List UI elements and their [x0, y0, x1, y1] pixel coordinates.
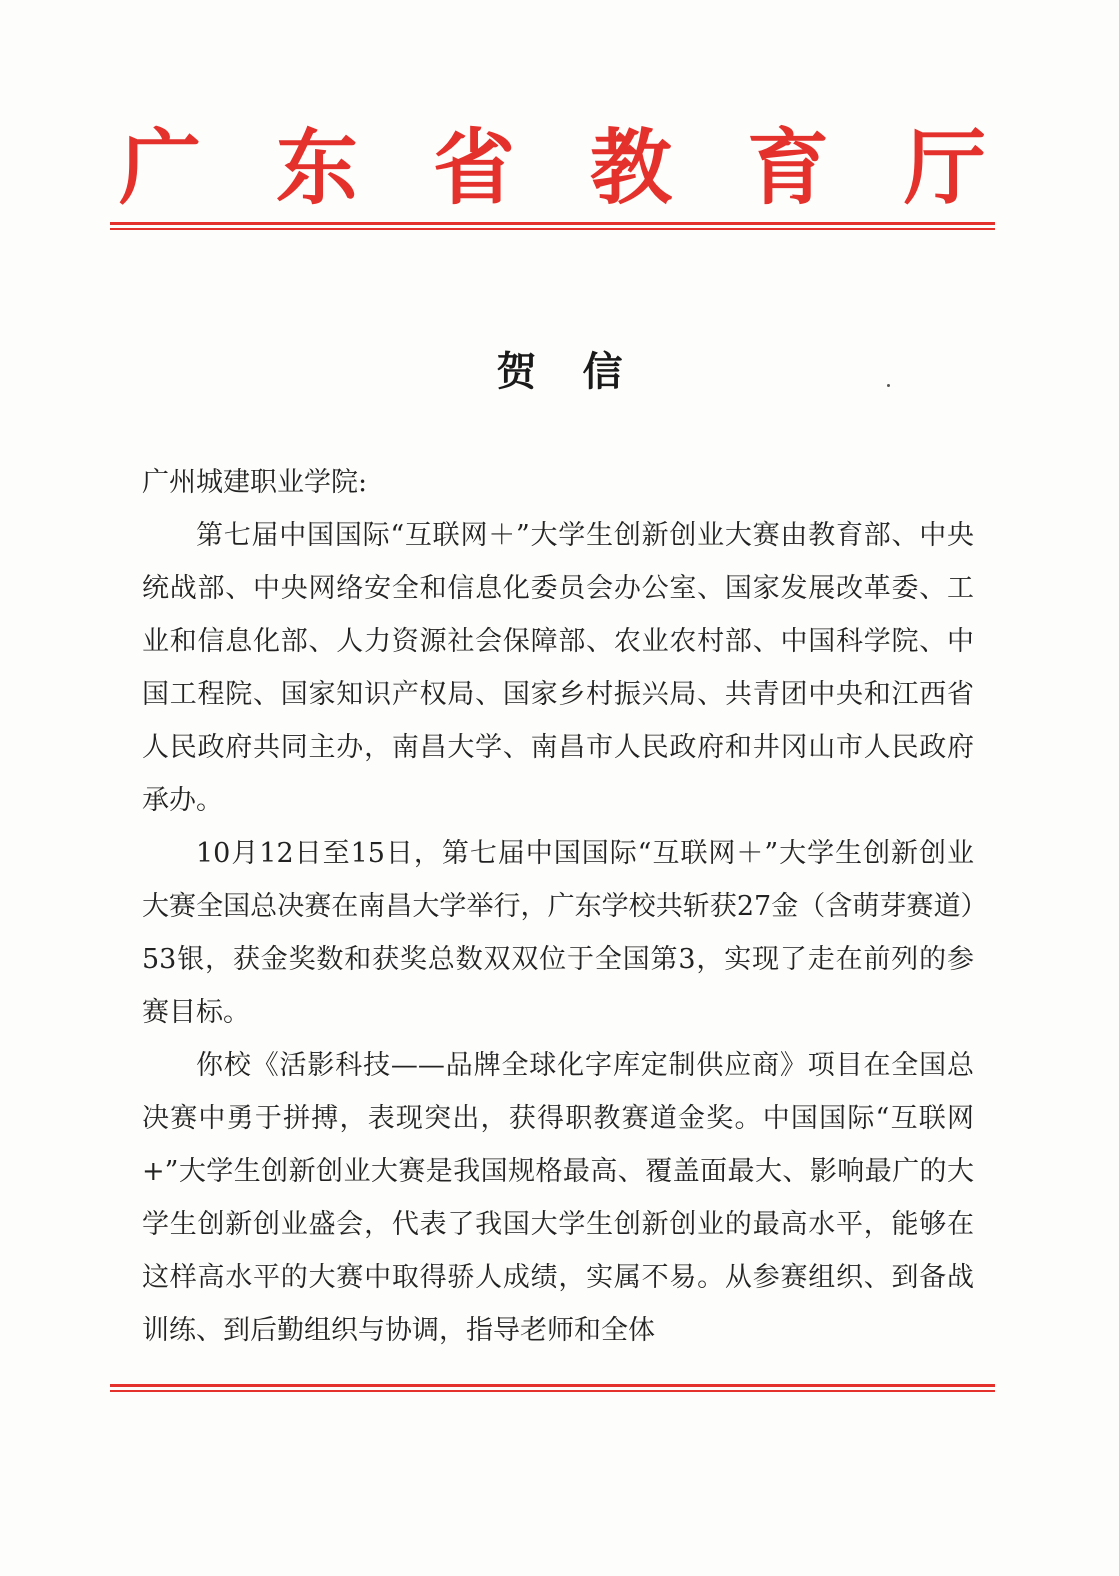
letterhead-char: 广 — [118, 120, 201, 216]
letterhead-divider-thin — [110, 228, 995, 230]
letterhead-char: 育 — [746, 120, 829, 216]
footer-divider-thick — [110, 1384, 995, 1387]
letterhead-char: 教 — [589, 120, 672, 216]
letterhead-char: 东 — [275, 120, 358, 216]
letterhead-char: 省 — [432, 120, 515, 216]
document-title: 贺信 — [496, 349, 669, 395]
letterhead — [110, 118, 995, 218]
letterhead-divider-thick — [110, 222, 995, 225]
paragraph-organizers: 第七届中国国际“互联网＋”大学生创新创业大赛由教育部、中央统战部、中央网络安全和信息化委员会办公室、国家发展改革委、工业和信息化部、人力资源社会保障部、农业农村部、中国科学院、中国工程院、国家知识产权局、国家乡村振兴局、共青团中央和江西省人民政府共同主办，南昌大学、南昌市人民政府和井冈山市人民政府承办。 — [142, 520, 974, 816]
paragraph-congratulations: 你校《活影科技——品牌全球化字库定制供应商》项目在全国总决赛中勇于拼搏，表现突出，获得职教赛道金奖。中国国际“互联网+”大学生创新创业大赛是我国规格最高、覆盖面最大、影响最广的大学生创新创业盛会，代表了我国大学生创新创业的最高水平，能够在这样高水平的大赛中取得骄人成绩，实属不易。从参赛组织、到备战训练、到后勤组织与协调，指导老师和全体 — [142, 1050, 974, 1346]
footer-divider-thin — [110, 1390, 995, 1392]
letter-body — [142, 456, 974, 1357]
paragraph-results: 10月12日至15日，第七届中国国际“互联网＋”大学生创新创业大赛全国总决赛在南昌大学举行，广东学校共斩获27金（含萌芽赛道）53银，获金奖数和获奖总数双双位于全国第3，实现了走在前列的参赛目标。 — [142, 838, 974, 1028]
scan-speck — [887, 384, 890, 387]
salutation: 广州城建职业学院: — [142, 467, 368, 498]
letterhead-char: 厅 — [903, 120, 986, 216]
